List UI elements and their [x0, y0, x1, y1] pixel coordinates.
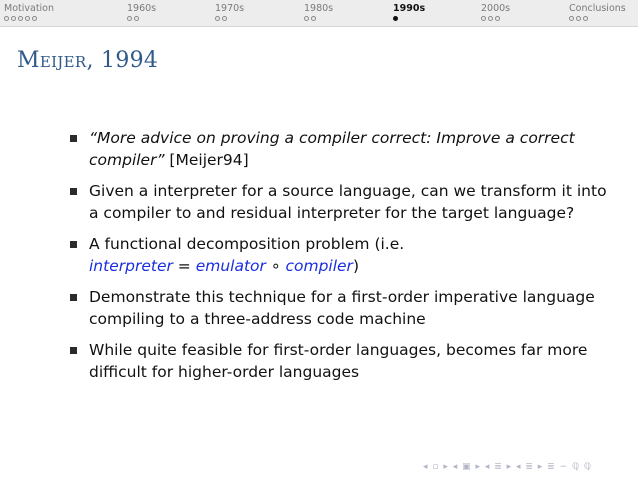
nav-subsection-dots	[215, 16, 244, 21]
nav-section-label: 1980s	[304, 3, 334, 14]
nav-section-label: Motivation	[4, 3, 55, 14]
nav-subsection-dots	[393, 16, 425, 21]
quote-text: “More advice on proving a compiler correct: Improve a correct compiler”	[89, 129, 575, 169]
subsection-dot[interactable]	[481, 16, 486, 21]
math-term-emulator: emulator	[195, 257, 266, 275]
square-bullet-icon	[70, 135, 77, 142]
subsection-dot[interactable]	[488, 16, 493, 21]
bullet-item	[70, 233, 610, 277]
nav-section-2000s[interactable]	[481, 3, 510, 21]
nav-subsection-dots	[481, 16, 510, 21]
subsection-dot[interactable]	[576, 16, 581, 21]
nav-subsection-dots	[569, 16, 626, 21]
bullet-item	[70, 127, 610, 171]
bullet-text: A functional decomposition problem (i.e.	[89, 235, 405, 253]
square-bullet-icon	[70, 294, 77, 301]
bullet-list	[70, 127, 610, 392]
subsection-dot[interactable]	[11, 16, 16, 21]
nav-subsection-dots	[304, 16, 333, 21]
subsection-dot[interactable]	[134, 16, 139, 21]
slide-title: Meijer, 1994	[17, 48, 159, 73]
math-compose-operator: ∘	[265, 257, 286, 275]
nav-section-1970s[interactable]	[215, 3, 244, 21]
square-bullet-icon	[70, 188, 77, 195]
bullet-text: While quite feasible for first-order languages, becomes far more difficult for higher-order languages	[89, 341, 588, 381]
bullet-item	[70, 339, 610, 383]
subsection-dot[interactable]	[215, 16, 220, 21]
subsection-dot[interactable]	[495, 16, 500, 21]
square-bullet-icon	[70, 347, 77, 354]
nav-subsection-dots	[4, 16, 54, 21]
square-bullet-icon	[70, 241, 77, 248]
bullet-text: Demonstrate this technique for a first-order imperative language compiling to a three-address code machine	[89, 288, 595, 328]
nav-section-1960s[interactable]	[127, 3, 156, 21]
bullet-item	[70, 180, 610, 224]
nav-section-label: Conclusions	[569, 3, 626, 14]
subsection-dot[interactable]	[18, 16, 23, 21]
nav-section-1990s[interactable]	[393, 3, 425, 21]
nav-section-motivation[interactable]	[4, 3, 54, 21]
subsection-dot[interactable]	[32, 16, 37, 21]
bullet-item	[70, 286, 610, 330]
nav-section-label: 1960s	[127, 3, 157, 14]
subsection-dot[interactable]	[304, 16, 309, 21]
closing-paren: )	[352, 257, 359, 275]
citation: [Meijer94]	[164, 151, 249, 169]
math-equals: =	[172, 257, 196, 275]
math-term-compiler: compiler	[285, 257, 353, 275]
subsection-dot[interactable]	[4, 16, 9, 21]
section-navigation-bar	[0, 0, 638, 27]
nav-section-label: 2000s	[481, 3, 511, 14]
subsection-dot[interactable]	[569, 16, 574, 21]
subsection-dot[interactable]	[311, 16, 316, 21]
nav-subsection-dots	[127, 16, 156, 21]
nav-section-label: 1990s	[393, 3, 426, 14]
subsection-dot[interactable]	[222, 16, 227, 21]
nav-section-1980s[interactable]	[304, 3, 333, 21]
subsection-dot[interactable]	[393, 16, 398, 21]
nav-section-conclusions[interactable]	[569, 3, 626, 21]
subsection-dot[interactable]	[25, 16, 30, 21]
subsection-dot[interactable]	[127, 16, 132, 21]
math-term-interpreter: interpreter	[89, 257, 173, 275]
subsection-dot[interactable]	[583, 16, 588, 21]
nav-section-label: 1970s	[215, 3, 245, 14]
beamer-navigation-symbols[interactable]: ◂ ▫ ▸ ◂ ▣ ▸ ◂ ≣ ▸ ◂ ≣ ▸ ≣ ∽ ℚ ℚ	[423, 462, 592, 472]
bullet-text: Given a interpreter for a source language, can we transform it into a compiler to and residual interpreter for the target language?	[89, 182, 607, 222]
